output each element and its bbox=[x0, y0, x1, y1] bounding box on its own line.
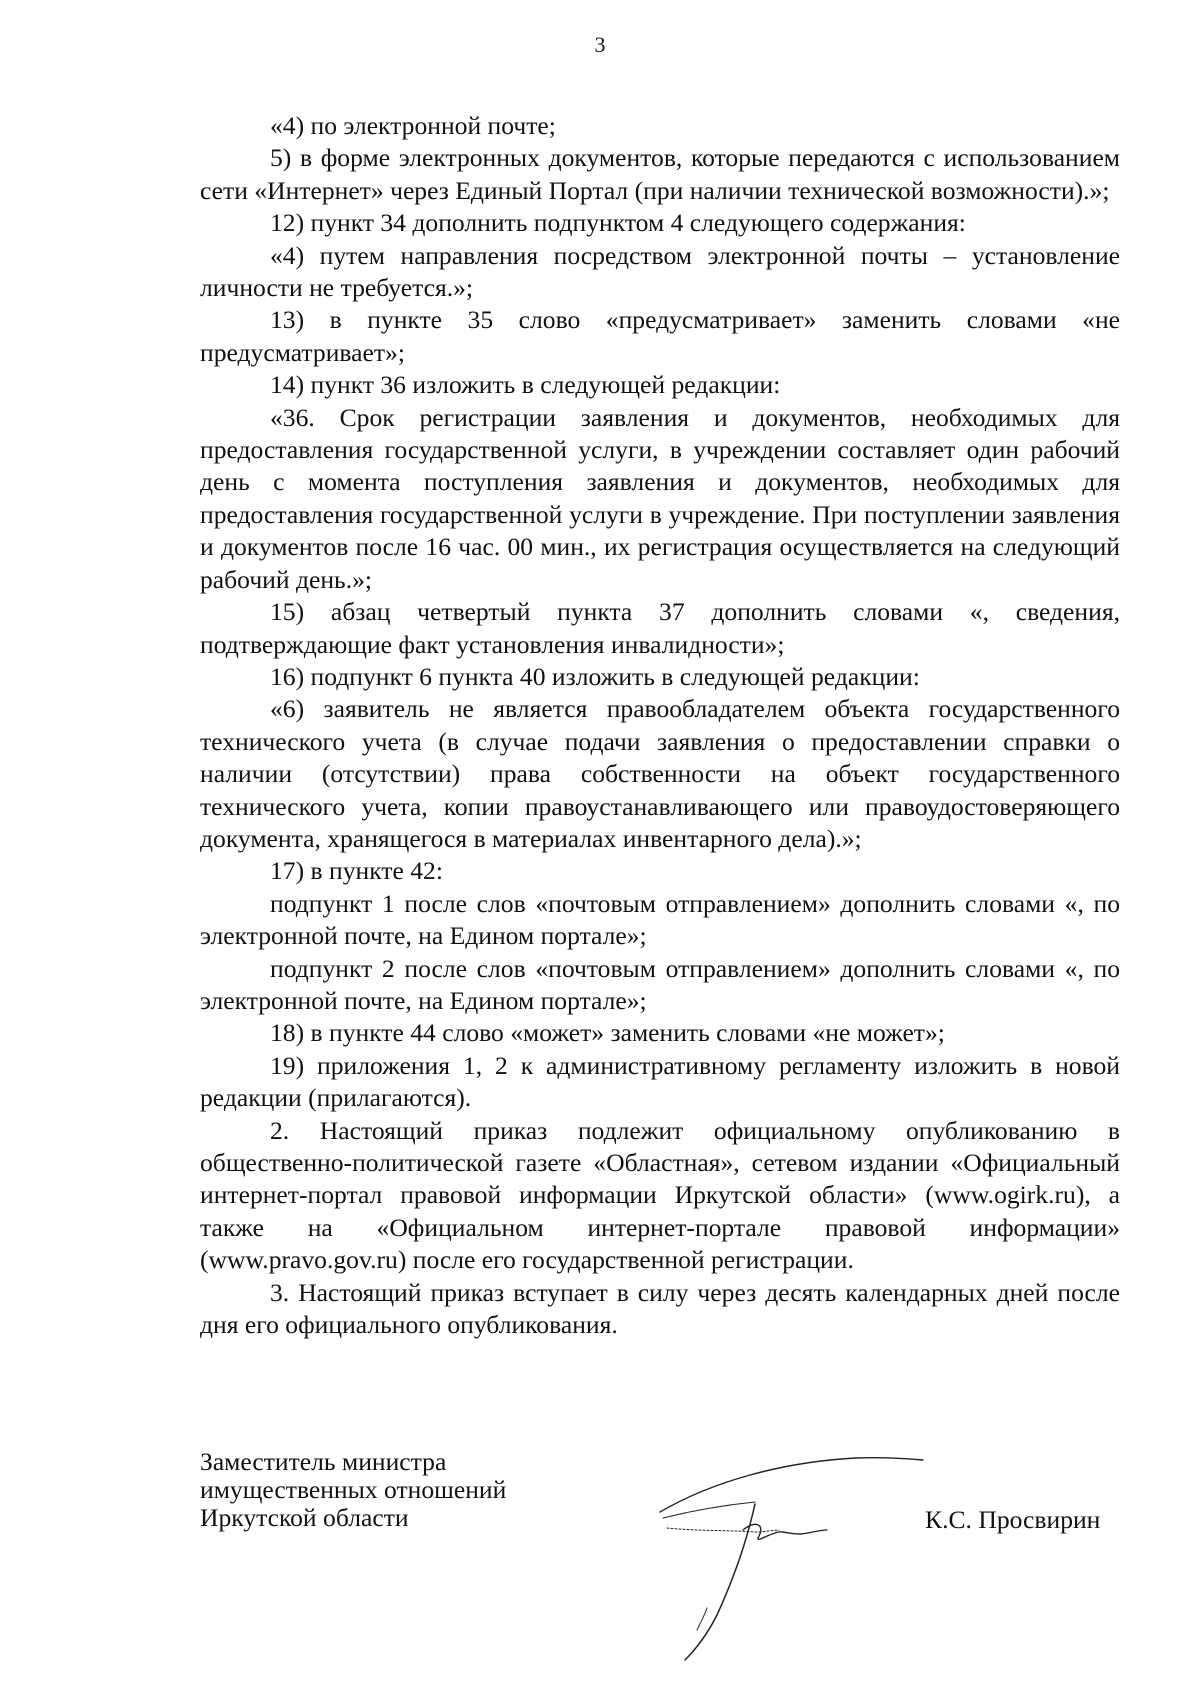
signatory-position bbox=[200, 1448, 600, 1532]
paragraph: 12) пункт 34 дополнить подпунктом 4 следующего содержания: bbox=[270, 208, 966, 238]
paragraph: 13) в пункте 35 слово «предусматривает» заменить словами «не предусматривает»; bbox=[200, 305, 1120, 367]
paragraph: подпункт 1 после слов «почтовым отправлением» дополнить словами «, по электронной почте, на Едином портале»; bbox=[200, 888, 1120, 951]
paragraph: 2. Настоящий приказ подлежит официальному опубликованию в общественно-политической газете «Областная», сетевом издании «Официальный интернет-портал правовой информации Иркутской области» (www.ogirk.ru), а также на «Официальном интернет-портале правовой информации» (www.pravo.gov.ru) после его государственной регистрации. bbox=[200, 1115, 1120, 1275]
signatory-position-line: имущественных отношений bbox=[200, 1475, 507, 1504]
paragraph: «4) по электронной почте; bbox=[270, 111, 556, 140]
handwritten-signature bbox=[655, 1450, 925, 1670]
paragraph: 14) пункт 36 изложить в следующей редакции: bbox=[270, 370, 781, 400]
paragraph: 19) приложения 1, 2 к административному регламенту изложить в новой редакции (прилагаются). bbox=[200, 1050, 1120, 1113]
signer-name: К.С. Просвирин bbox=[925, 1505, 1101, 1534]
paragraph: 16) подпункт 6 пункта 40 изложить в следующей редакции: bbox=[270, 661, 920, 691]
paragraph: «6) заявитель не является правообладателем объекта государственного технического учета (в случае подачи заявления о предоставлении справки о наличии (отсутствии) права собственности на объект государственного технического учета, копии правоустанавливающего или правоудостоверяющего документа, хранящегося в материалах инвентарного дела).»; bbox=[200, 694, 1120, 853]
paragraph: 15) абзац четвертый пункта 37 дополнить словами «, сведения, подтверждающие факт установления инвалидности»; bbox=[200, 597, 1120, 659]
paragraph: «36. Срок регистрации заявления и документов, необходимых для предоставления государственной услуги, в учреждении составляет один рабочий день с момента поступления заявления и документов, необходимых для предоставления государственной услуги в учреждение. При поступлении заявления и документов после 16 час. 00 мин., их регистрация осуществляется на следующий рабочий день.»; bbox=[200, 402, 1120, 594]
signatory-position-line: Заместитель министра bbox=[200, 1447, 447, 1476]
paragraph: 3. Настоящий приказ вступает в силу через десять календарных дней после дня его официального опубликования. bbox=[200, 1277, 1120, 1340]
document-body bbox=[200, 110, 1120, 1341]
signatory-position-line: Иркутской области bbox=[200, 1503, 409, 1532]
paragraph: 5) в форме электронных документов, которые передаются с использованием сети «Интернет» через Единый Портал (при наличии технической возможности).»; bbox=[200, 143, 1120, 205]
paragraph: подпункт 2 после слов «почтовым отправлением» дополнить словами «, по электронной почте, на Едином портале»; bbox=[200, 953, 1120, 1015]
paragraph: «4) путем направления посредством электронной почты – установление личности не требуется.»; bbox=[200, 240, 1120, 303]
paragraph: 18) в пункте 44 слово «может» заменить словами «не может»; bbox=[270, 1018, 945, 1048]
paragraph: 17) в пункте 42: bbox=[270, 856, 443, 886]
page-number: 3 bbox=[594, 32, 606, 57]
